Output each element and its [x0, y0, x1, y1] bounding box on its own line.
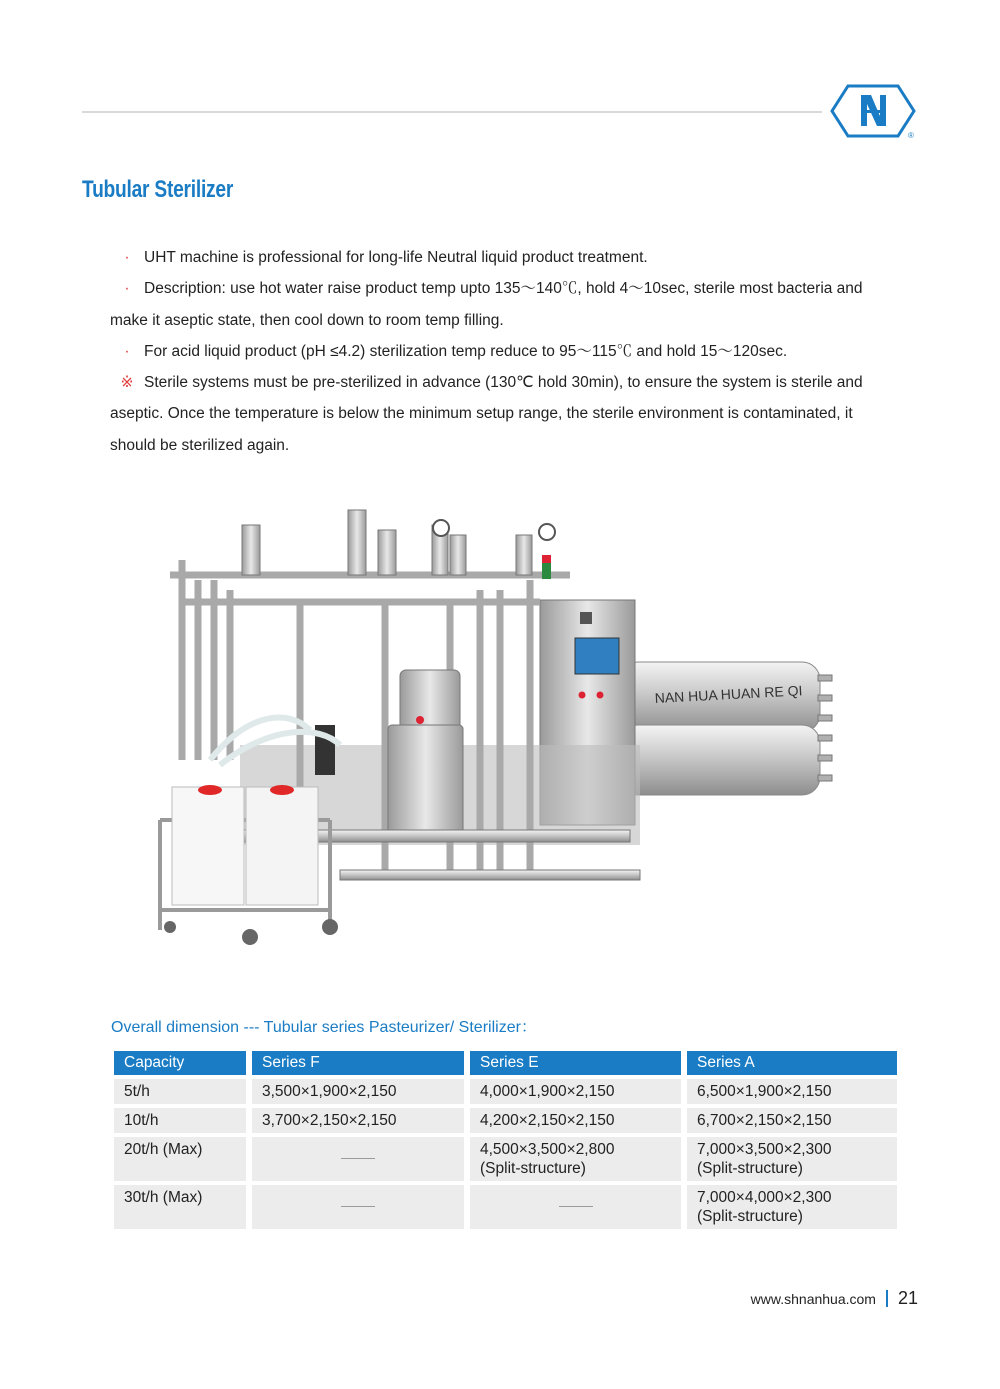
description-block — [110, 242, 900, 461]
nanhua-logo-icon — [828, 80, 918, 142]
header-capacity: Capacity — [114, 1051, 246, 1075]
note-item — [110, 367, 900, 461]
page-footer — [751, 1288, 918, 1309]
header-series-f: Series F — [252, 1051, 464, 1075]
cell-series-a — [687, 1185, 897, 1229]
cell-series-f: 3,700×2,150×2,150 — [252, 1108, 464, 1133]
machine-panel-label: NAN HUA HUAN RE QI — [654, 682, 803, 706]
tubular-sterilizer-machine-photo — [150, 490, 850, 960]
cell-capacity: 5t/h — [114, 1079, 246, 1104]
cell-series-f-empty — [252, 1185, 464, 1229]
cell-series-f-empty — [252, 1137, 464, 1181]
bullet-text: UHT machine is professional for long-life Neutral liquid product treatment. — [144, 249, 648, 266]
bullet-item — [110, 336, 900, 367]
note-marker: ※ — [120, 374, 134, 392]
cell-series-a: 6,700×2,150×2,150 — [687, 1108, 897, 1133]
bullet-item — [110, 273, 900, 336]
table-row — [114, 1108, 897, 1133]
table-row — [114, 1079, 897, 1104]
bullet-marker: · — [124, 280, 130, 298]
empty-dash — [341, 1206, 375, 1207]
cell-series-e: 4,000×1,900×2,150 — [470, 1079, 681, 1104]
cell-note: (Split-structure) — [480, 1160, 586, 1177]
footer-divider — [886, 1290, 888, 1307]
table-row — [114, 1185, 897, 1229]
header-series-a: Series A — [687, 1051, 897, 1075]
page-title: Tubular Sterilizer — [82, 176, 234, 203]
cell-series-e — [470, 1137, 681, 1181]
table-header-row — [114, 1051, 897, 1075]
cell-series-a — [687, 1137, 897, 1181]
page-number: 21 — [897, 1288, 918, 1308]
cell-series-f: 3,500×1,900×2,150 — [252, 1079, 464, 1104]
cell-capacity: 20t/h (Max) — [114, 1137, 246, 1181]
cell-note: (Split-structure) — [697, 1160, 803, 1177]
bullet-item — [110, 242, 900, 273]
cell-value: 4,500×3,500×2,800 — [480, 1141, 615, 1158]
cell-value: 7,000×3,500×2,300 — [697, 1141, 832, 1158]
cell-capacity: 10t/h — [114, 1108, 246, 1133]
bullet-marker: · — [124, 342, 130, 360]
empty-dash — [341, 1158, 375, 1159]
cell-series-e-empty — [470, 1185, 681, 1229]
table-row — [114, 1137, 897, 1181]
header-rule — [82, 111, 822, 113]
header-series-e: Series E — [470, 1051, 681, 1075]
cell-note: (Split-structure) — [697, 1208, 803, 1225]
empty-dash — [559, 1206, 593, 1207]
dimension-table — [108, 1047, 903, 1233]
note-text: Sterile systems must be pre-sterilized in advance (130℃ hold 30min), to ensure the system is sterile and aseptic. Once the temperature is below the minimum setup range, the sterile environment is contaminated, it should be sterilized again. — [110, 374, 863, 454]
footer-url[interactable]: www.shnanhua.com — [750, 1290, 876, 1307]
cell-series-a: 6,500×1,900×2,150 — [687, 1079, 897, 1104]
table-caption: Overall dimension --- Tubular series Pasteurizer/ Sterilizer： — [111, 1019, 537, 1036]
cell-capacity: 30t/h (Max) — [114, 1185, 246, 1229]
registered-mark: ® — [908, 131, 914, 140]
bullet-text: Description: use hot water raise product temp upto 135～140℃, hold 4～10sec, sterile most bacteria and make it aseptic state, then cool down to room temp filling. — [110, 280, 863, 329]
cell-value: 7,000×4,000×2,300 — [697, 1189, 832, 1206]
bullet-text: For acid liquid product (pH ≤4.2) sterilization temp reduce to 95～115℃ and hold 15～120sec. — [144, 342, 788, 360]
bullet-marker: · — [124, 249, 130, 266]
cell-series-e: 4,200×2,150×2,150 — [470, 1108, 681, 1133]
